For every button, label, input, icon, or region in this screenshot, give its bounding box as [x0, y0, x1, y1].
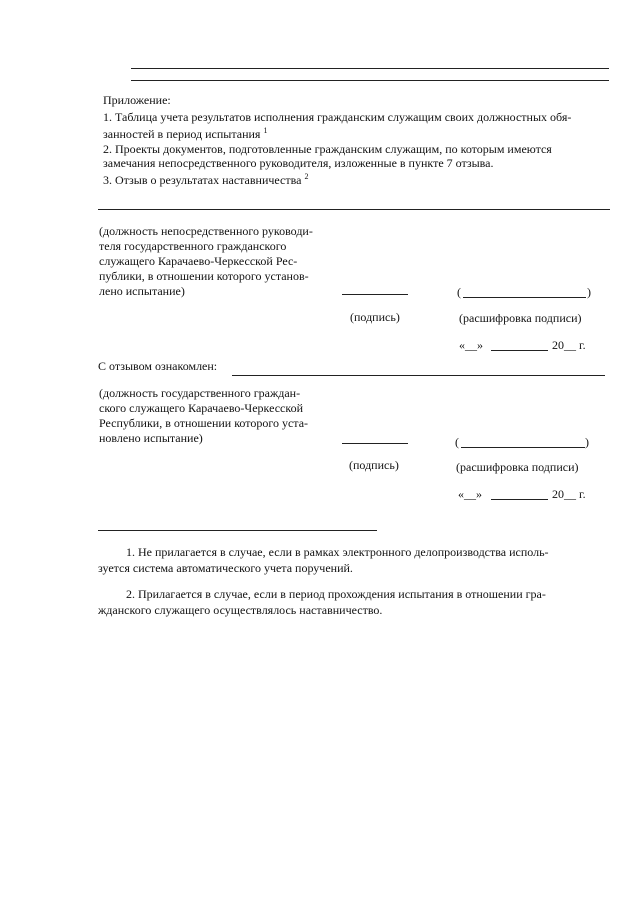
top-rule-2: [131, 80, 609, 81]
footnote-ref-2: 2: [304, 172, 309, 181]
acquainted-label: С отзывом ознакомлен:: [98, 359, 218, 373]
employee-signature-line: [342, 443, 408, 444]
caption-line: Республики, в отношении которого уста-: [99, 416, 309, 430]
employee-name-close-paren: ): [585, 435, 589, 449]
supervisor-signature-line: [342, 294, 408, 295]
caption-line: (должность непосредственного руководи-: [99, 224, 313, 238]
acquainted-line: [232, 375, 605, 376]
attachment-item2-line1: 2. Проекты документов, подготовленные гражданским служащим, по которым имеются: [103, 142, 552, 156]
supervisor-name-line: [463, 297, 586, 298]
employee-position-caption: [99, 386, 308, 446]
employee-date-year: 20__ г.: [552, 487, 586, 501]
employee-date-month-line: [491, 499, 548, 500]
employee-name-open-paren: (: [455, 435, 459, 449]
caption-line: теля государственного гражданского: [99, 239, 287, 253]
supervisor-date-year: 20__ г.: [552, 338, 586, 352]
supervisor-date-day: «__»: [459, 338, 483, 352]
attachment-item1-line2: занностей в период испытания: [103, 127, 261, 141]
footnote-ref-1: 1: [263, 126, 268, 135]
supervisor-decode-label: (расшифровка подписи): [459, 311, 582, 325]
attachment-item1-line1: 1. Таблица учета результатов исполнения гражданским служащим своих должностных обя-: [103, 110, 572, 124]
footnote-2-line2: жданского служащего осуществлялось наставничество.: [98, 603, 383, 617]
employee-date-day: «__»: [458, 487, 482, 501]
supervisor-name-open-paren: (: [457, 285, 461, 299]
supervisor-position-caption: [99, 224, 313, 299]
caption-line: (должность государственного граждан-: [99, 386, 301, 400]
employee-decode-label: (расшифровка подписи): [456, 460, 579, 474]
attachment-heading: Приложение:: [103, 93, 171, 107]
caption-line: новлено испытание): [99, 431, 203, 445]
employee-name-line: [461, 447, 585, 448]
attachment-item3-wrap: [103, 170, 308, 187]
top-rule-1: [131, 68, 609, 69]
footnote-2-line1: 2. Прилагается в случае, если в период прохождения испытания в отношении гра-: [126, 587, 546, 601]
supervisor-name-close-paren: ): [587, 285, 591, 299]
employee-signature-label: (подпись): [349, 458, 399, 472]
caption-line: лено испытание): [99, 284, 185, 298]
caption-line: служащего Карачаево-Черкесской Рес-: [99, 254, 298, 268]
supervisor-date-month-line: [491, 350, 548, 351]
caption-line: ского служащего Карачаево-Черкесской: [99, 401, 303, 415]
caption-line: публики, в отношении которого установ-: [99, 269, 309, 283]
supervisor-signature-label: (подпись): [350, 310, 400, 324]
footnote-1-line2: зуется система автоматического учета поручений.: [98, 561, 353, 575]
footnote-1-line1: 1. Не прилагается в случае, если в рамках электронного делопроизводства исполь-: [126, 545, 549, 559]
attachment-item2-line2: замечания непосредственного руководителя, изложенные в пункте 7 отзыва.: [103, 156, 494, 170]
footnote-separator: [98, 530, 377, 531]
attachment-item3: 3. Отзыв о результатах наставничества: [103, 173, 302, 187]
attachment-rule: [98, 209, 610, 210]
attachment-item1-line2-wrap: [103, 124, 267, 141]
